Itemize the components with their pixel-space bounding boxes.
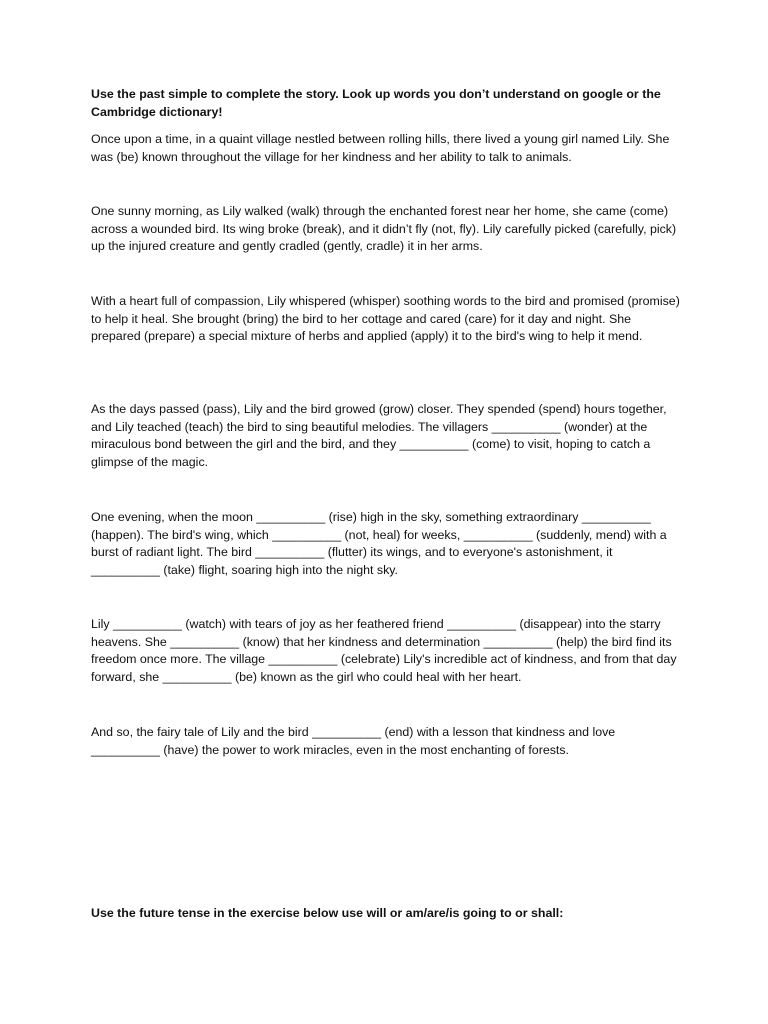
story-paragraph-4: As the days passed (pass), Lily and the bird growed (grow) closer. They spended (spend) hours together, and Lily teached (teach) the bird to sing beautiful melodies. The villagers __________ (wonder) at the miraculous bond between the girl and the bird, and they __________ (come) to visit, hoping to catch a glimpse of the magic.: [91, 402, 667, 469]
story-paragraph-6: Lily __________ (watch) with tears of joy as her feathered friend __________ (disappear) into the starry heavens. She __________ (know) that her kindness and determination __________ (help) the bird find its freedom once more. The village __________ (celebrate) Lily's incredible act of kindness, and from that day forward, she __________ (be) known as the girl who could heal with her heart.: [91, 617, 677, 684]
story-paragraph-7: And so, the fairy tale of Lily and the bird __________ (end) with a lesson that kindness and love __________ (have) the power to work miracles, even in the most enchanting of forests.: [91, 725, 616, 757]
story-paragraph-2: One sunny morning, as Lily walked (walk) through the enchanted forest near her home, she came (come) across a wounded bird. Its wing broke (break), and it didn’t fly (not, fly). Lily carefully picked (carefully, pick) up the injured creature and gently cradled (gently, cradle) it in her arms.: [91, 204, 677, 254]
story-paragraph-3: With a heart full of compassion, Lily whispered (whisper) soothing words to the bird and promised (promise) to help it heal. She brought (bring) the bird to her cottage and cared (care) for it day and night. She prepared (prepare) a special mixture of herbs and applied (apply) it to the bird's wing to help it mend.: [91, 294, 680, 344]
instruction-heading-future-tense: Use the future tense in the exercise below use will or am/are/is going to or shall:: [91, 906, 564, 920]
story-paragraph-1: Once upon a time, in a quaint village nestled between rolling hills, there lived a young girl named Lily. She was (be) known throughout the village for her kindness and her ability to talk to animals.: [91, 132, 670, 164]
story-paragraph-5: One evening, when the moon __________ (rise) high in the sky, something extraordinary __________ (happen). The bird's wing, which __________ (not, heal) for weeks, __________ (suddenly, mend) with a burst of radiant light. The bird __________ (flutter) its wings, and to everyone's astonishment, it __________ (take) flight, soaring high into the night sky.: [91, 510, 667, 577]
instruction-heading-past-simple: Use the past simple to complete the story. Look up words you don’t understand on google or the Cambridge dictionary!: [91, 87, 661, 119]
